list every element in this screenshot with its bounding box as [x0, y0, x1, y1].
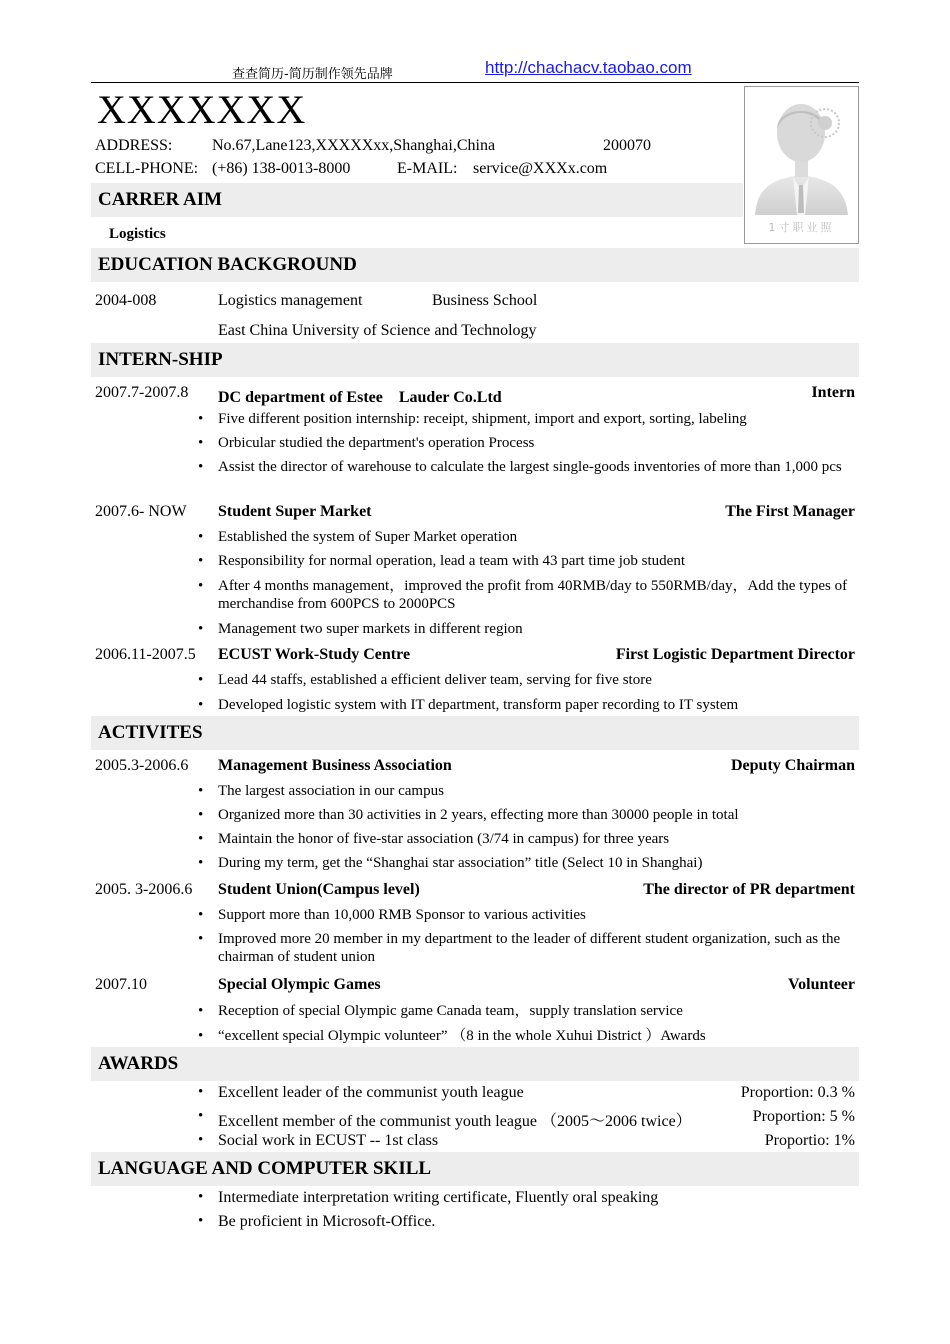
award-proportion: Proportion: 0.3 %	[740, 1084, 855, 1101]
list-item: • Five different position internship: receipt, shipment, import and export, sorting, labeling	[218, 410, 858, 428]
internship-org: Student Super Market	[218, 503, 372, 520]
activity-org: Special Olympic Games	[218, 976, 381, 993]
award-proportion: Proportio: 1%	[764, 1132, 855, 1149]
photo-placeholder	[744, 86, 859, 244]
award-item	[218, 1132, 858, 1150]
section-activities	[91, 716, 859, 750]
award-item	[218, 1108, 858, 1131]
career-aim-value: Logistics	[109, 226, 166, 242]
activity-role: The director of PR department	[643, 881, 855, 898]
list-item: • Be proficient in Microsoft-Office.	[218, 1213, 858, 1231]
address-value: No.67,Lane123,XXXXXxx,Shanghai,China	[212, 137, 496, 154]
zip-code: 200070	[603, 137, 651, 154]
list-item: • During my term, get the “Shanghai star association” title (Select 10 in Shanghai)	[218, 854, 858, 872]
internship-period: 2007.7-2007.8	[95, 384, 189, 401]
activity-period: 2007.10	[95, 976, 147, 993]
education-period: 2004-008	[95, 292, 157, 309]
list-item: • “excellent special Olympic volunteer” （8 in the whole Xuhui District ）Awards	[218, 1027, 858, 1045]
activity-role: Deputy Chairman	[730, 757, 855, 774]
email-value[interactable]: service@XXXx.com	[473, 160, 608, 177]
email-label: E-MAIL:	[397, 160, 458, 177]
internship-org: ECUST Work-Study Centre	[218, 646, 411, 663]
list-item: • Reception of special Olympic game Canada team，supply translation service	[218, 1002, 858, 1020]
list-item: • After 4 months management，improved the profit from 40RMB/day to 550RMB/day，Add the types of merchandise from 600PCS to 2000PCS	[218, 577, 858, 613]
section-internship	[91, 343, 859, 377]
award-title: Excellent leader of the communist youth league	[218, 1084, 524, 1101]
section-education	[91, 248, 859, 282]
award-proportion: Proportion: 5 %	[752, 1108, 855, 1125]
education-school: Business School	[432, 292, 538, 309]
section-title: ACTIVITES	[98, 722, 203, 743]
brand-text: 查查简历-简历制作领先品牌	[232, 67, 393, 82]
list-item: • Assist the director of warehouse to calculate the largest single-goods inventories of more than 1,000 pcs	[218, 458, 858, 476]
list-item: • Developed logistic system with IT department, transform paper recording to IT system	[218, 696, 858, 714]
list-item: • Management two super markets in different region	[218, 620, 858, 638]
award-title: Social work in ECUST -- 1st class	[218, 1132, 439, 1149]
phone-label: CELL-PHONE:	[95, 160, 199, 177]
website-link[interactable]: http://chachacv.taobao.com	[485, 58, 692, 77]
activity-period: 2005. 3-2006.6	[95, 881, 193, 898]
internship-period: 2007.6- NOW	[95, 503, 187, 520]
award-title: Excellent member of the communist youth league （2005～2006 twice）	[218, 1113, 692, 1130]
phone-value: (+86) 138-0013-8000	[212, 160, 351, 177]
activity-org: Student Union(Campus level)	[218, 881, 420, 898]
education-university: East China University of Science and Technology	[218, 322, 537, 339]
award-item	[218, 1084, 858, 1102]
section-title: CARRER AIM	[98, 189, 223, 210]
internship-role: First Logistic Department Director	[615, 646, 855, 663]
list-item: • Established the system of Super Market operation	[218, 528, 858, 546]
list-item: • Orbicular studied the department's operation Process	[218, 434, 858, 452]
list-item: • The largest association in our campus	[218, 782, 858, 800]
activity-role: Volunteer	[788, 976, 855, 993]
internship-role: Intern	[811, 384, 855, 401]
header-bar	[91, 58, 859, 83]
list-item: • Lead 44 staffs, established a efficient deliver team, serving for five store	[218, 671, 858, 689]
section-title: INTERN-SHIP	[98, 349, 223, 370]
list-item: • Maintain the honor of five-star association (3/74 in campus) for three years	[218, 830, 858, 848]
list-item: • Responsibility for normal operation, lead a team with 43 part time job student	[218, 552, 858, 570]
section-title: AWARDS	[98, 1053, 179, 1074]
internship-role: The First Manager	[725, 503, 855, 520]
education-major: Logistics management	[218, 292, 363, 309]
internship-period: 2006.11-2007.5	[95, 646, 196, 663]
section-career-aim	[91, 183, 743, 217]
activity-period: 2005.3-2006.6	[95, 757, 189, 774]
section-skills	[91, 1152, 859, 1186]
list-item: • Support more than 10,000 RMB Sponsor to various activities	[218, 906, 858, 924]
activity-org: Management Business Association	[218, 757, 452, 774]
section-title: LANGUAGE AND COMPUTER SKILL	[98, 1158, 432, 1179]
candidate-name: XXXXXXX	[97, 87, 307, 132]
list-item: • Improved more 20 member in my department to the leader of different student organization, such as the chairman of student union	[218, 930, 858, 966]
section-awards	[91, 1047, 859, 1081]
list-item: • Intermediate interpretation writing certificate, Fluently oral speaking	[218, 1189, 858, 1207]
address-label: ADDRESS:	[95, 137, 173, 154]
internship-org: DC department of Estee Lauder Co.Ltd	[218, 389, 502, 406]
photo-caption: 1寸职业照	[768, 221, 835, 234]
section-title: EDUCATION BACKGROUND	[98, 254, 357, 275]
list-item: • Organized more than 30 activities in 2 years, effecting more than 30000 people in total	[218, 806, 858, 824]
